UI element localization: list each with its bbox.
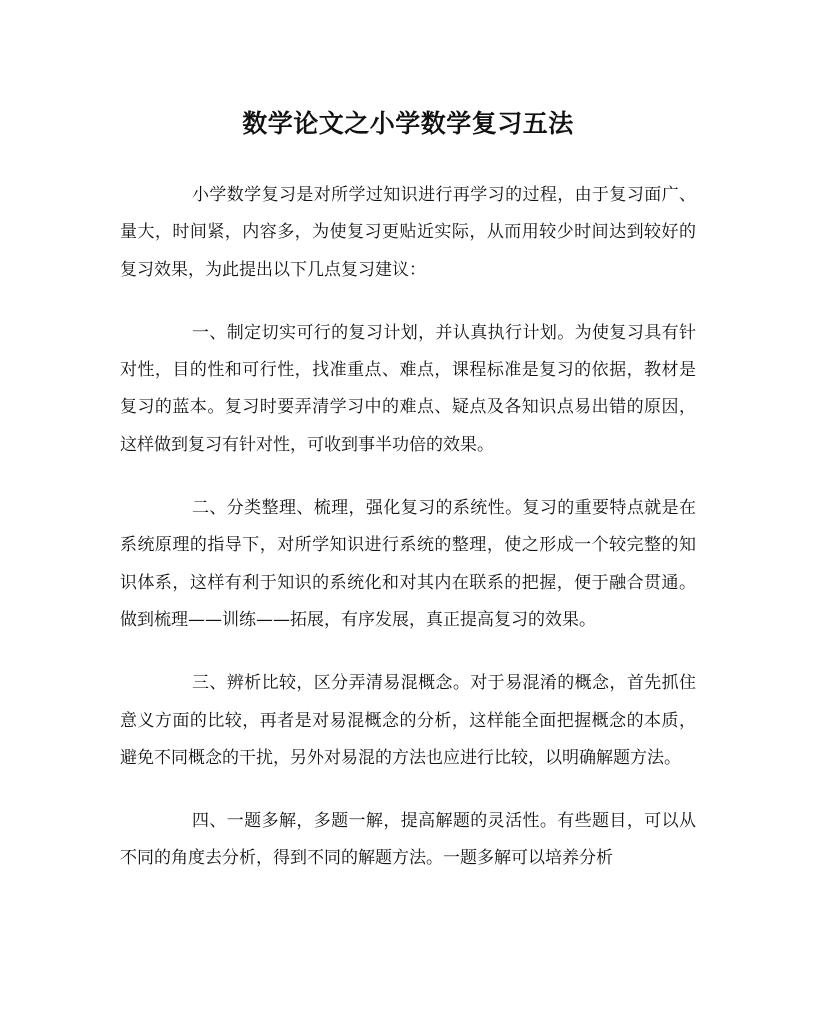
paragraph-section-1: 一、制定切实可行的复习计划，并认真执行计划。为使复习具有针对性，目的性和可行性，找准重点、难点，课程标准是复习的依据，教材是复习的蓝本。复习时要弄清学习中的难点、疑点及各知识点易出错的原因，这样做到复习有针对性，可收到事半功倍的效果。: [120, 322, 696, 455]
document-title: 数学论文之小学数学复习五法: [242, 109, 574, 138]
paragraph-section-2: 二、分类整理、梳理，强化复习的系统性。复习的重要特点就是在系统原理的指导下，对所学知识进行系统的整理，使之形成一个较完整的知识体系，这样有利于知识的系统化和对其内在联系的把握，便于融合贯通。做到梳理——训练——拓展，有序发展，真正提高复习的效果。: [120, 498, 696, 630]
document-body: [120, 177, 696, 904]
paragraph-intro: 小学数学复习是对所学过知识进行再学习的过程，由于复习面广、量大，时间紧，内容多，为使复习更贴近实际，从而用较少时间达到较好的复习效果，为此提出以下几点复习建议：: [120, 185, 696, 280]
paragraph-section-4: 四、一题多解，多题一解，提高解题的灵活性。有些题目，可以从不同的角度去分析，得到不同的解题方法。一题多解可以培养分析: [120, 811, 696, 869]
paragraph-section-3: 三、辨析比较，区分弄清易混概念。对于易混淆的概念，首先抓住意义方面的比较，再者是对易混概念的分析，这样能全面把握概念的本质，避免不同概念的干扰，另外对易混的方法也应进行比较，以明确解题方法。: [120, 673, 696, 768]
